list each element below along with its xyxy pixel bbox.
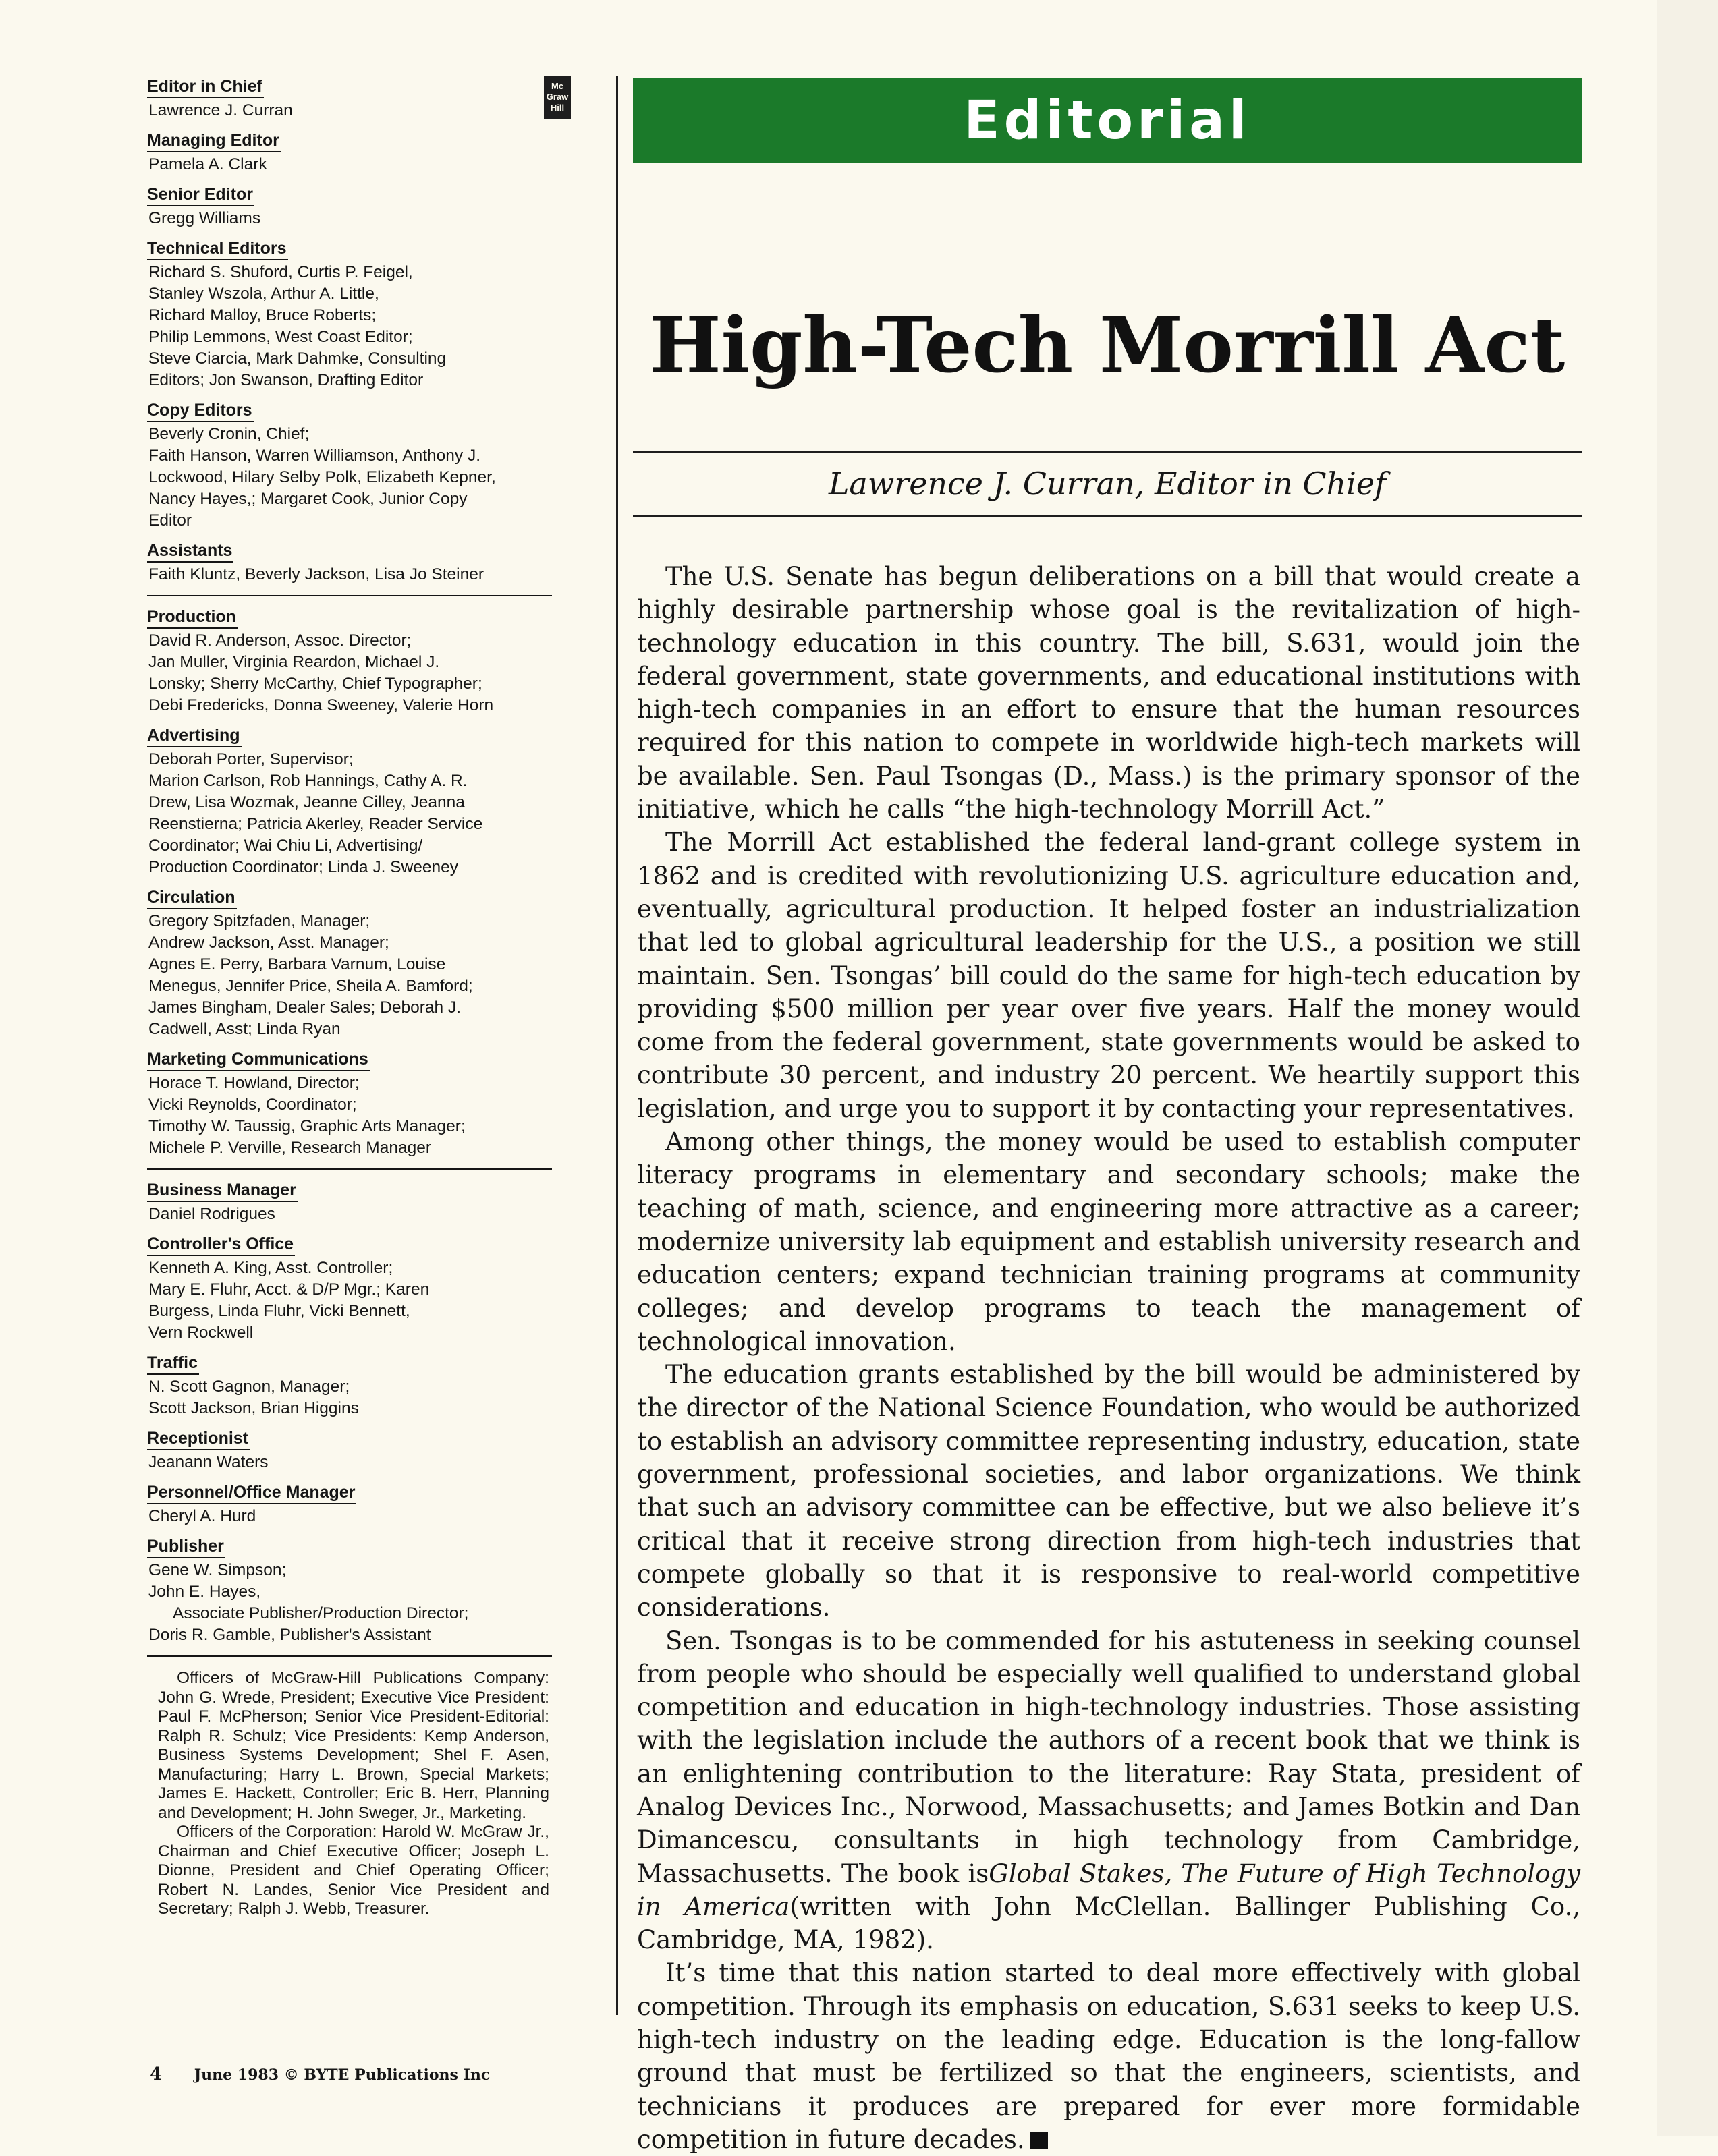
masthead-heading: Production: [147, 606, 238, 629]
page-edge: [1657, 0, 1718, 2136]
masthead-name-line: David R. Anderson, Assoc. Director;: [148, 631, 412, 650]
column-divider: [616, 76, 618, 2015]
masthead-heading: Controller's Office: [147, 1233, 295, 1256]
issue-line: June 1983 © BYTE Publications Inc: [194, 2066, 491, 2084]
masthead-heading: Managing Editor: [147, 130, 281, 152]
byline-rule: [633, 515, 1582, 517]
masthead-name-line: Menegus, Jennifer Price, Sheila A. Bamford;: [148, 977, 473, 995]
masthead-name-line: Lonsky; Sherry McCarthy, Chief Typographer;: [148, 675, 482, 693]
masthead-names: [148, 1560, 552, 1646]
masthead-names: [148, 424, 552, 532]
masthead-section: [147, 532, 552, 586]
masthead-group-business: [147, 1179, 552, 1646]
editorial-banner: [633, 78, 1582, 163]
masthead-name-line: Richard S. Shuford, Curtis P. Feigel,: [148, 263, 413, 281]
officers-corporation: Officers of the Corporation: Harold W. McGraw Jr., Chairman and Chief Executive Officer; Joseph L. Dionne, President and Chief Operating Officer; Robert N. Landes, Senior Vice President and Secretary; Ralph J. Webb, Treasurer.: [158, 1823, 549, 1918]
masthead-name-line: Faith Hanson, Warren Williamson, Anthony J.: [148, 447, 481, 465]
masthead-name-line: Gene W. Simpson;: [148, 1561, 287, 1579]
masthead-name-line: Mary E. Fluhr, Acct. & D/P Mgr.; Karen: [148, 1280, 430, 1299]
masthead-names: [148, 208, 552, 229]
masthead-name-line: John E. Hayes,: [148, 1583, 261, 1601]
article-body: [637, 560, 1580, 2156]
masthead-names: [148, 911, 552, 1040]
masthead-names: [148, 749, 552, 878]
masthead-name-line: Beverly Cronin, Chief;: [148, 425, 310, 443]
masthead-name-line: Gregg Williams: [148, 209, 261, 227]
article-paragraph: Sen. Tsongas is to be commended for his astuteness in seeking counsel from people who should be especially well qualified to understand global competition and education in high-technology industries. Those assisting with the legislation include the authors of a recent book that we think is an enlightening contribution to the literature: Ray Stata, president of Analog Devices Inc., Norwood, Massachusetts; and James Botkin and Dan Dimancescu, consultants in high technology from Cambridge, Massachusetts. The book isGlobal Stakes, The Future of High Technology in America(written with John McClellan. Ballinger Publishing Co., Cambridge, MA, 1982).: [637, 1626, 1581, 1955]
masthead-heading: Senior Editor: [147, 183, 254, 206]
masthead-names: [148, 100, 552, 121]
masthead-name-line: Daniel Rodrigues: [148, 1205, 275, 1223]
masthead-heading: Advertising: [147, 725, 242, 747]
masthead-heading: Copy Editors: [147, 399, 254, 422]
masthead-name-line: Richard Malloy, Bruce Roberts;: [148, 306, 377, 324]
masthead-names: [148, 1257, 552, 1344]
masthead-name-line: Jan Muller, Virginia Reardon, Michael J.: [148, 653, 440, 671]
officers-publications: Officers of McGraw-Hill Publications Company: John G. Wrede, President; Executive Vice President: Paul F. McPherson; Senior Vice President-Editorial: Ralph R. Schulz; Vice Presidents: Kemp Anderson, Business Systems Development; Shel F. Asen, Manufacturing; Harry L. Brown, Special Markets; James E. Hackett, Controller; Eric B. Herr, Planning and Development; H. John Sweger, Jr., Marketing.: [158, 1669, 549, 1822]
masthead-name-line: Editors; Jon Swanson, Drafting Editor: [148, 371, 424, 389]
masthead-name-line: Deborah Porter, Supervisor;: [148, 750, 354, 768]
masthead-name-line: Kenneth A. King, Asst. Controller;: [148, 1259, 393, 1277]
masthead-name-line: Doris R. Gamble, Publisher's Assistant: [148, 1626, 431, 1644]
masthead-name-line: Steve Ciarcia, Mark Dahmke, Consulting: [148, 349, 447, 368]
masthead-section: [147, 1179, 552, 1225]
masthead-section: [147, 229, 552, 391]
masthead-names: [148, 1203, 552, 1225]
masthead-heading: Personnel/Office Manager: [147, 1481, 356, 1504]
masthead-section: [147, 878, 552, 1040]
masthead-name-line: Vicki Reynolds, Coordinator;: [148, 1096, 357, 1114]
masthead-section: [147, 1527, 552, 1646]
mcgraw-hill-logo: Mc Graw Hill: [544, 76, 571, 119]
masthead-heading: Assistants: [147, 540, 233, 563]
article-paragraph: Among other things, the money would be used to establish computer literacy programs in elementary and secondary schools; make the teaching of math, science, and engineering more attractive as a career; modernize university lab equipment and establish university research and education centers; expand technician training programs at community colleges; and develop programs to teach the management of technological innovation.: [637, 1127, 1580, 1356]
masthead-name-line: Cheryl A. Hurd: [148, 1507, 256, 1525]
masthead-name-line: Faith Kluntz, Beverly Jackson, Lisa Jo Steiner: [148, 565, 484, 584]
masthead-names: [148, 1376, 552, 1419]
masthead-section: [147, 716, 552, 878]
masthead-section: [147, 606, 552, 716]
page-number: 4: [150, 2064, 163, 2084]
masthead-name-line: Philip Lemmons, West Coast Editor;: [148, 328, 413, 346]
masthead-section: [147, 76, 552, 121]
masthead-names: [148, 1452, 552, 1473]
masthead-name-line: Nancy Hayes,; Margaret Cook, Junior Copy: [148, 490, 468, 508]
masthead-section: [147, 1225, 552, 1344]
masthead-section: [147, 391, 552, 532]
masthead-divider: [147, 595, 552, 596]
masthead-divider: [147, 1168, 552, 1170]
masthead-name-line: Gregory Spitzfaden, Manager;: [148, 912, 370, 930]
masthead-name-line: Production Coordinator; Linda J. Sweeney: [148, 858, 458, 876]
masthead-name-line: Drew, Lisa Wozmak, Jeanne Cilley, Jeanna: [148, 793, 465, 812]
masthead-name-line: Burgess, Linda Fluhr, Vicki Bennett,: [148, 1302, 410, 1320]
masthead-name-line: Stanley Wszola, Arthur A. Little,: [148, 285, 379, 303]
byline: Lawrence J. Curran, Editor in Chief: [828, 465, 1387, 502]
masthead-group-production: [147, 606, 552, 1159]
masthead-name-line: James Bingham, Dealer Sales; Deborah J.: [148, 998, 461, 1017]
banner-label: Editorial: [964, 90, 1251, 151]
end-of-article-mark: [1030, 2132, 1048, 2149]
masthead-name-line: Cadwell, Asst; Linda Ryan: [148, 1020, 341, 1038]
article-paragraph: It’s time that this nation started to deal more effectively with global competition. Through its emphasis on education, S.631 seeks to keep U.S. high-tech industry on the leading edge. Education is the long-fallow ground that must be fertilized so that the engineers, scientists, and technicians it produces are prepared for ever more formidable competition in future decades.: [637, 1958, 1580, 2154]
masthead-names: [148, 1506, 552, 1527]
masthead-name-line: Lawrence J. Curran: [148, 101, 293, 119]
masthead-name-line: Vern Rockwell: [148, 1324, 254, 1342]
masthead-name-line: Pamela A. Clark: [148, 155, 267, 173]
masthead-name-line: Editor: [148, 511, 192, 530]
masthead-section: [147, 1419, 552, 1473]
masthead-heading: Technical Editors: [147, 237, 288, 260]
page-footer: [150, 2064, 490, 2084]
masthead-name-line: Jeanann Waters: [148, 1453, 269, 1471]
masthead-name-line: Coordinator; Wai Chiu Li, Advertising/: [148, 836, 423, 855]
masthead-heading: Receptionist: [147, 1427, 250, 1450]
headline: High-Tech Morrill Act: [649, 302, 1565, 390]
officers-block: [158, 1669, 549, 1919]
masthead-names: [148, 1073, 552, 1159]
masthead-names: [148, 630, 552, 716]
masthead-names: [148, 564, 552, 586]
masthead-name-line: Andrew Jackson, Asst. Manager;: [148, 934, 389, 952]
masthead-name-line: Debi Fredericks, Donna Sweeney, Valerie Horn: [148, 696, 494, 714]
masthead-names: [148, 154, 552, 175]
article-paragraph: The U.S. Senate has begun deliberations on a bill that would create a highly desirable partnership whose goal is the revitalization of high-technology education in this country. The bill, S.631, would join the federal government, state governments, and educational institutions with high-tech companies in an effort to ensure that the human resources required for this nation to compete in worldwide high-tech markets will be available. Sen. Paul Tsongas (D., Mass.) is the primary sponsor of the initiative, which he calls “the high-technology Morrill Act.”: [637, 562, 1580, 824]
masthead-section: [147, 121, 552, 175]
article-paragraph: The Morrill Act established the federal land-grant college system in 1862 and is credited with revolutionizing U.S. agriculture education and, eventually, agricultural production. It helped foster an industrialization that led to global agricultural leadership for the U.S., a position we still maintain. Sen. Tsongas’ bill could do the same for high-tech education by providing $500 million per year over five years. Half the money would come from the federal government, state governments would be asked to contribute 30 percent, and industry 20 percent. We heartily support this legislation, and urge you to support it by contacting your representatives.: [637, 828, 1580, 1123]
masthead-name-line: Reenstierna; Patricia Akerley, Reader Service: [148, 815, 483, 833]
masthead-heading: Marketing Communications: [147, 1048, 370, 1071]
masthead-heading: Traffic: [147, 1352, 199, 1375]
masthead-name-line: Associate Publisher/Production Director;: [173, 1604, 469, 1622]
masthead-heading: Editor in Chief: [147, 76, 264, 98]
masthead-name-line: Timothy W. Taussig, Graphic Arts Manager;: [148, 1117, 466, 1135]
masthead-heading: Publisher: [147, 1535, 225, 1558]
article-paragraph: The education grants established by the bill would be administered by the director of the National Science Foundation, who would be authorized to establish an advisory committee representing industry, education, state government, professional societies, and labor organizations. We think that such an advisory committee can be effective, but we also believe it’s critical that it receive strong direction from high-tech industries that compete globally so that it is responsive to real-world competitive considerations.: [637, 1360, 1580, 1622]
masthead: [147, 76, 552, 1919]
masthead-section: [147, 1040, 552, 1159]
masthead-name-line: Marion Carlson, Rob Hannings, Cathy A. R.: [148, 772, 468, 790]
book-title: Global Stakes, The Future of High Technology in America: [637, 1859, 1581, 1921]
masthead-section: [147, 175, 552, 229]
masthead-heading: Business Manager: [147, 1179, 298, 1202]
masthead-divider: [147, 1655, 552, 1657]
masthead-section: [147, 1344, 552, 1419]
masthead-name-line: Scott Jackson, Brian Higgins: [148, 1399, 359, 1417]
masthead-group-editorial: [147, 76, 552, 586]
masthead-name-line: Michele P. Verville, Research Manager: [148, 1139, 431, 1157]
headline-rule: [633, 451, 1582, 453]
masthead-names: [148, 262, 552, 391]
masthead-heading: Circulation: [147, 886, 237, 909]
masthead-section: [147, 1473, 552, 1527]
masthead-name-line: Lockwood, Hilary Selby Polk, Elizabeth Kepner,: [148, 468, 496, 486]
masthead-name-line: Horace T. Howland, Director;: [148, 1074, 360, 1092]
masthead-name-line: Agnes E. Perry, Barbara Varnum, Louise: [148, 955, 446, 973]
masthead-name-line: N. Scott Gagnon, Manager;: [148, 1378, 350, 1396]
